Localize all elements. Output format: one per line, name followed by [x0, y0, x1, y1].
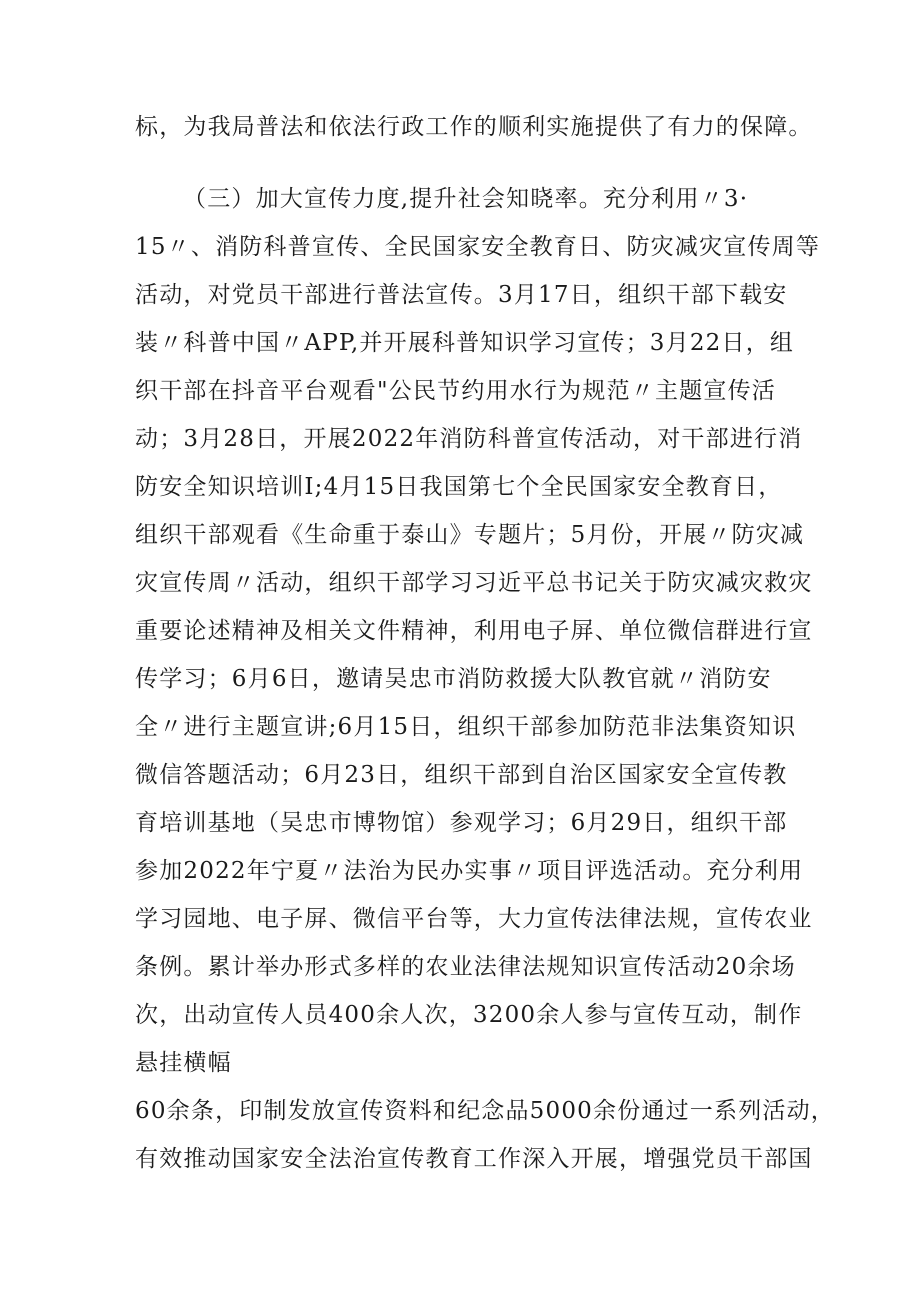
text-line-12: 传学习；6月6日，邀请吴忠市消防救援大队教官就〃消防安	[135, 666, 772, 692]
text-line-17: 学习园地、电子屏、微信平台等，大力宣传法律法规，宣传农业	[135, 906, 813, 932]
text-line-9: 组织干部观看《生命重于泰山》专题片；5月份，开展〃防灾减	[135, 522, 805, 548]
text-line-6: 织干部在抖音平台观看"公民节约用水行为规范〃主题宣传活	[135, 378, 776, 404]
text-line-3: 15〃、消防科普宣传、全民国家安全教育日、防灾减灾宣传周等	[135, 234, 821, 260]
text-line-22: 有效推动国家安全法治宣传教育工作深入开展，增强党员干部国	[135, 1146, 813, 1172]
text-line-10: 灾宣传周〃活动，组织干部学习习近平总书记关于防灾减灾救灾	[135, 570, 813, 596]
text-line-8: 防安全知识培训I;4月15日我国第七个全民国家安全教育日，	[135, 474, 783, 500]
text-line-20: 悬挂横幅	[135, 1050, 232, 1076]
text-line-18: 条例。累计举办形式多样的农业法律法规知识宣传活动20余场	[135, 954, 796, 980]
text-line-16: 参加2022年宁夏〃法治为民办实事〃项目评选活动。充分利用	[135, 858, 804, 884]
text-line-19: 次，出动宣传人员400余人次，3200余人参与宣传互动，制作	[135, 1002, 803, 1028]
text-line-7: 动；3月28日，开展2022年消防科普宣传活动，对干部进行消	[135, 426, 803, 452]
text-line-5: 装〃科普中国〃APP,并开展科普知识学习宣传；3月22日，组	[135, 330, 795, 356]
text-line-14: 微信答题活动；6月23日，组织干部到自治区国家安全宣传教	[135, 762, 788, 788]
text-line-21: 60余条，印制发放宣传资料和纪念品5000余份通过一系列活动，	[135, 1098, 835, 1124]
text-line-11: 重要论述精神及相关文件精神，利用电子屏、单位微信群进行宣	[135, 618, 813, 644]
text-line-13: 全〃进行主题宣讲;6月15日，组织干部参加防范非法集资知识	[135, 714, 797, 740]
text-line-1: 标，为我局普法和依法行政工作的顺利实施提供了有力的保障。	[135, 114, 813, 140]
text-line-4: 活动，对党员干部进行普法宣传。3月17日，组织干部下载安	[135, 282, 788, 308]
section-heading-line: （三）加大宣传力度,提升社会知晓率。充分利用〃3·	[183, 186, 749, 212]
text-line-15: 育培训基地（吴忠市博物馆）参观学习；6月29日，组织干部	[135, 810, 788, 836]
